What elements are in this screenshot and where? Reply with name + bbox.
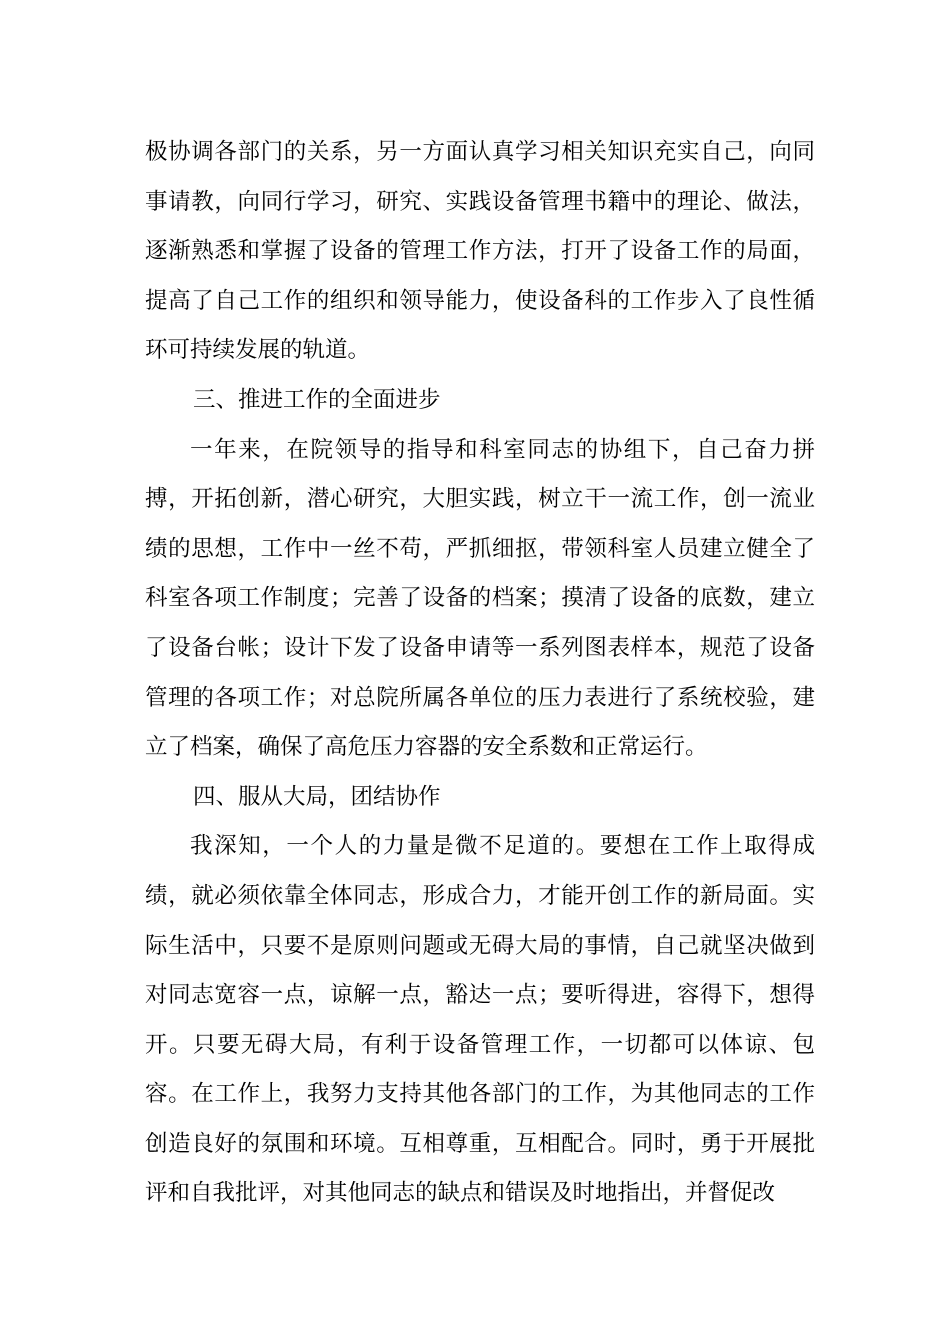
document-body [145,128,815,1219]
section-heading-3: 三、推进工作的全面进步 [193,386,441,413]
paragraph-section-4: 我深知，一个人的力量是微不足道的。要想在工作上取得成绩，就必须依靠全体同志，形成合力，才能开创工作的新局面。实际生活中，只要不是原则问题或无碍大局的事情，自己就坚决做到对同志宽容一点，谅解一点，豁达一点；要听得进，容得下，想得开。只要无碍大局，有利于设备管理工作，一切都可以体谅、包容。在工作上，我努力支持其他各部门的工作，为其他同志的工作创造良好的氛围和环境。互相尊重，互相配合。同时，勇于开展批评和自我批评，对其他同志的缺点和错误及时地指出，并督促改 [145,833,815,1207]
section-heading-4: 四、服从大局，团结协作 [193,783,441,810]
paragraph-section-3: 一年来，在院领导的指导和科室同志的协组下，自己奋力拼搏，开拓创新，潜心研究，大胆实践，树立干一流工作，创一流业绩的思想，工作中一丝不苟，严抓细抠，带领科室人员建立健全了科室各项工作制度；完善了设备的档案；摸清了设备的底数，建立了设备台帐；设计下发了设备申请等一系列图表样本，规范了设备管理的各项工作；对总院所属各单位的压力表进行了系统校验，建立了档案，确保了高危压力容器的安全系数和正常运行。 [145,436,815,761]
paragraph-continued: 极协调各部门的关系，另一方面认真学习相关知识充实自己，向同事请教，向同行学习，研究、实践设备管理书籍中的理论、做法，逐渐熟悉和掌握了设备的管理工作方法，打开了设备工作的局面，提高了自己工作的组织和领导能力，使设备科的工作步入了良性循环可持续发展的轨道。 [145,139,815,364]
